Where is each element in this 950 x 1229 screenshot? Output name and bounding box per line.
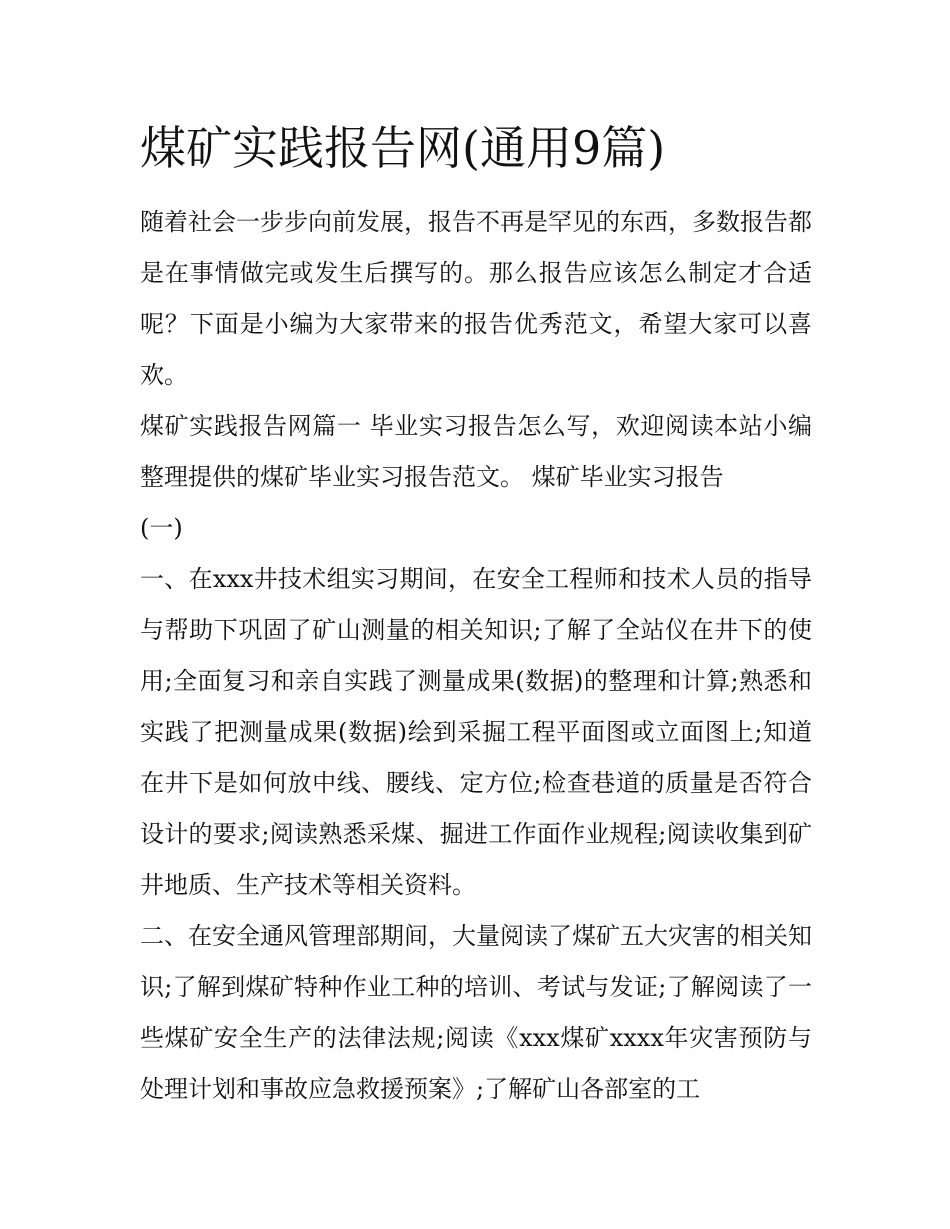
item-one-paragraph: 一、在xxx井技术组实习期间，在安全工程师和技术人员的指导与帮助下巩固了矿山测量的相关知识;了解了全站仪在井下的使用;全面复习和亲自实践了测量成果(数据)的整理和计算;熟悉和实践了把测量成果(数据)绘到采掘工程平面图或立面图上;知道在井下是如何放中线、腰线、定方位;检查巷道的质量是否符合设计的要求;阅读熟悉采煤、掘进工作面作业规程;阅读收集到矿井地质、生产技术等相关资料。 [140,565,812,899]
document-body [140,197,812,1115]
intro-paragraph: 随着社会一步步向前发展，报告不再是罕见的东西，多数报告都是在事情做完或发生后撰写的。那么报告应该怎么制定才合适呢？下面是小编为大家带来的报告优秀范文，希望大家可以喜欢。 [140,208,812,389]
item-two-paragraph: 二、在安全通风管理部期间，大量阅读了煤矿五大灾害的相关知识;了解到煤矿特种作业工种的培训、考试与发证;了解阅读了一些煤矿安全生产的法律法规;阅读《xxx煤矿xxxx年灾害预防与处理计划和事故应急救援预案》;了解矿山各部室的工 [140,922,812,1103]
section-number-label: (一) [140,514,183,542]
document-title: 煤矿实践报告网(通用9篇) [140,121,666,175]
section-one-intro-paragraph: 煤矿实践报告网篇一 毕业实习报告怎么写，欢迎阅读本站小编整理提供的煤矿毕业实习报告范文。 煤矿毕业实习报告 [140,412,812,491]
